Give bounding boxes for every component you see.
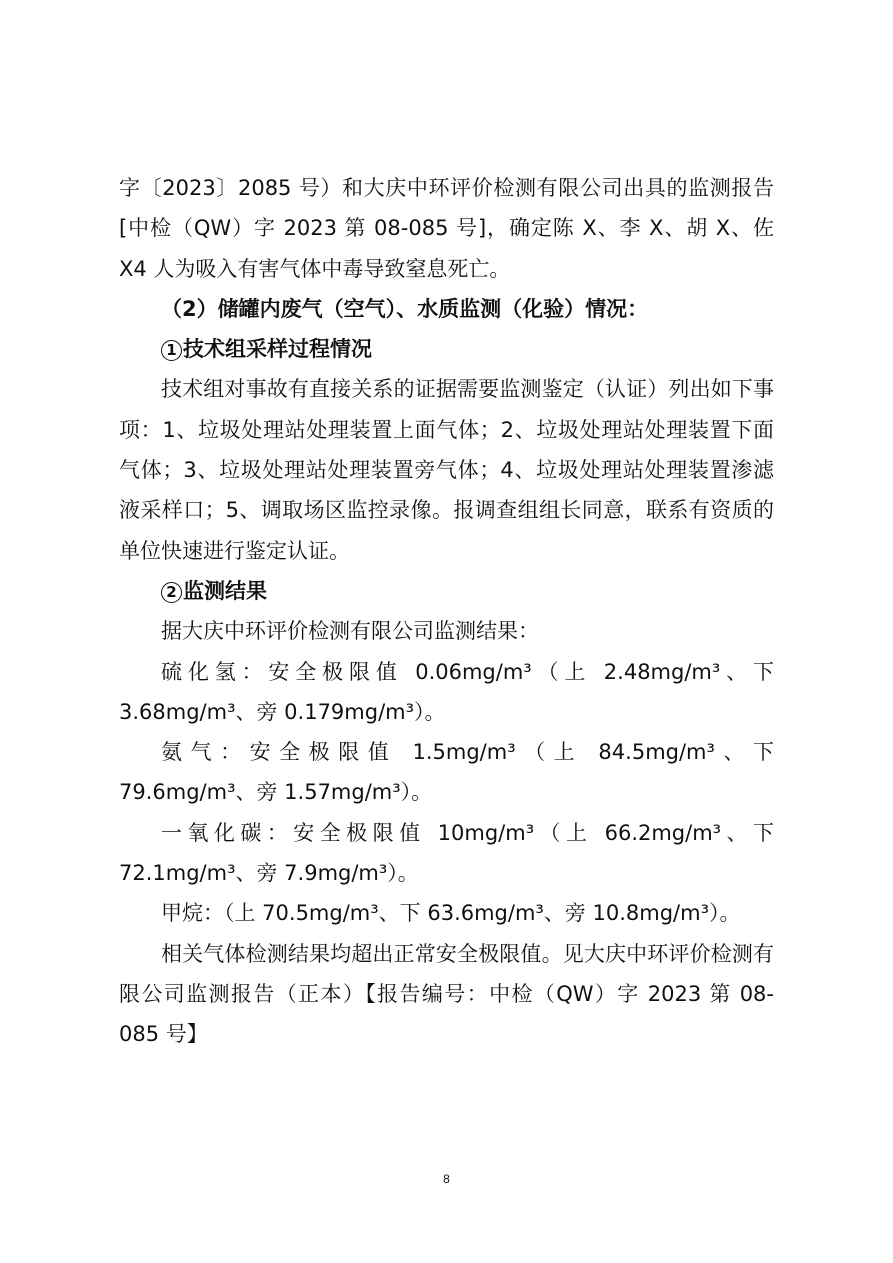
subheading-results-text: 监测结果 bbox=[183, 578, 267, 603]
subheading-sampling-text: 技术组采样过程情况 bbox=[183, 337, 372, 362]
body-text bbox=[119, 168, 774, 1055]
section-heading-monitoring: （2）储罐内废气（空气）、水质监测（化验）情况： bbox=[161, 296, 649, 321]
paragraph-conclusion-report: 相关气体检测结果均超出正常安全极限值。见大庆中环评价检测有限公司监测报告（正本）【报告编号：中检（QW）字 2023 第 08-085 号】 bbox=[119, 941, 774, 1047]
paragraph-conclusion: 字〔2023〕2085 号）和大庆中环评价检测有限公司出具的监测报告[中检（QW）字 2023 第 08-085 号]，确定陈 X、李 X、胡 X、佐 X4 人为吸入有害气体中毒导致窒息死亡。 bbox=[119, 176, 774, 281]
paragraph-ammonia: 氨气：安全极限值 1.5mg/m³（上 84.5mg/m³、下 79.6mg/m³、旁 1.57mg/m³）。 bbox=[119, 740, 774, 805]
circled-number-1: 1 bbox=[161, 340, 182, 361]
paragraph-sampling-items: 技术组对事故有直接关系的证据需要监测鉴定（认证）列出如下事项：1、垃圾处理站处理装置上面气体；2、垃圾处理站处理装置下面气体；3、垃圾处理站处理装置旁气体；4、垃圾处理站处理装置渗滤液采样口；5、调取场区监控录像。报调查组组长同意，联系有资质的单位快速进行鉴定认证。 bbox=[119, 377, 774, 563]
subheading-sampling bbox=[119, 329, 774, 369]
paragraph-methane: 甲烷：（上 70.5mg/m³、下 63.6mg/m³、旁 10.8mg/m³）。 bbox=[161, 901, 741, 926]
paragraph-hydrogen-sulfide: 硫化氢：安全极限值 0.06mg/m³（上 2.48mg/m³、下 3.68mg/m³、旁 0.179mg/m³）。 bbox=[119, 659, 774, 724]
subheading-results bbox=[119, 571, 774, 611]
circled-number-2: 2 bbox=[161, 582, 182, 603]
paragraph-carbon-monoxide: 一氧化碳：安全极限值 10mg/m³（上 66.2mg/m³、下 72.1mg/m³、旁 7.9mg/m³）。 bbox=[119, 820, 774, 886]
page-number: 8 bbox=[443, 1172, 450, 1186]
paragraph-results-intro: 据大庆中环评价检测有限公司监测结果： bbox=[161, 619, 539, 644]
